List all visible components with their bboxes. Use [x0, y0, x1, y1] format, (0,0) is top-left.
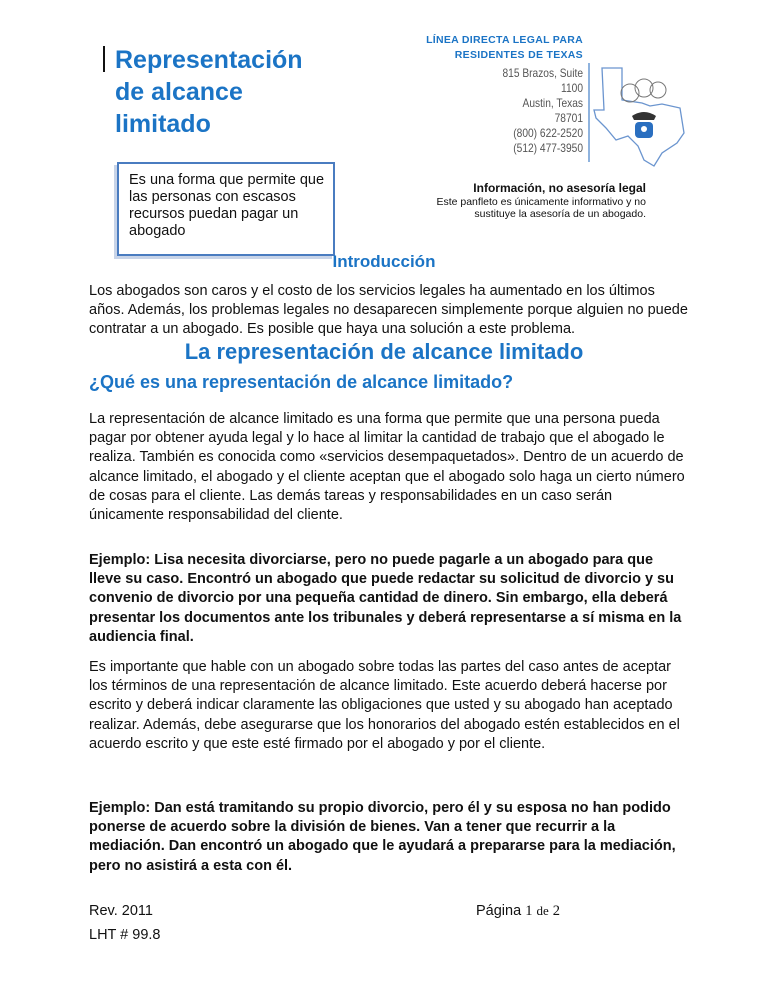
page-label: Página: [476, 903, 522, 919]
example-paragraph: Ejemplo: Lisa necesita divorciarse, pero no puede pagarle a un abogado para que lleve su caso. Encontró un abogado que puede redactar su solicitud de divorcio y su convenio de divorcio por una pequeña cantidad de dinero. Sin embargo, ella deberá presentar los documentos ante los tribunales y deberá representarse a sí misma en la audiencia final.: [89, 552, 682, 645]
texas-phone-logo-icon: [592, 48, 688, 168]
page-of: de: [536, 903, 549, 918]
address-line: Austin, Texas 78701: [522, 96, 583, 125]
address-block: [495, 66, 583, 156]
title-line: limitado: [115, 110, 211, 138]
page-current: 1: [525, 903, 533, 919]
disclaimer-text: sustituye la asesoría de un abogado.: [474, 208, 646, 220]
footer-left: [89, 899, 160, 947]
page-total: 2: [552, 903, 561, 919]
organization-name: [420, 33, 583, 63]
document-title: [115, 44, 303, 140]
org-line: LÍNEA DIRECTA LEGAL PARA: [426, 34, 583, 46]
intro-paragraph: Los abogados son caros y el costo de los servicios legales ha aumentado en los últimos años. Además, los problemas legales no desaparecen simplemente porque alguien no puede contratar a un abogado. Es posible que haya una solución a este problema.: [89, 283, 688, 338]
intro-heading: Introducción: [332, 252, 436, 271]
disclaimer-text: Este panfleto es únicamente informativo y no: [436, 196, 646, 208]
callout-box: Es una forma que permite que las personas con escasos recursos puedan pagar un abogado: [117, 162, 335, 256]
disclaimer: [430, 180, 646, 220]
text-cursor: [103, 46, 105, 72]
example-paragraph: Ejemplo: Dan está tramitando su propio divorcio, pero él y su esposa no han podido ponerse de acuerdo sobre la división de bienes. Van a tener que recurrir a la mediación. Dan encontró un abogado que le ayudará a prepararse para la mediación, pero no asistirá a esta con él.: [89, 800, 676, 874]
paragraph: Es importante que hable con un abogado sobre todas las partes del caso antes de aceptar los términos de una representación de alcance limitado. Este acuerdo deberá hacerse por escrito y deberá indicar claramente las obligaciones que usted y su abogado han aceptado realizar. Además, debe asegurarse que los honorarios del abogado estén establecidos en el acuerdo escrito y que este esté firmado por el abogado y por el cliente.: [89, 659, 680, 752]
phone-line: (512) 477-3950: [513, 141, 583, 155]
revision: Rev. 2011: [89, 903, 153, 919]
page-number: [476, 899, 560, 923]
title-line: de alcance: [115, 78, 243, 106]
org-line: RESIDENTES DE TEXAS: [454, 49, 583, 61]
phone-line: (800) 622-2520: [513, 126, 583, 140]
document-code: LHT # 99.8: [89, 927, 161, 943]
title-line: Representación: [115, 46, 303, 74]
paragraph: La representación de alcance limitado es una forma que permite que una persona pueda pagar por obtener ayuda legal y lo hace al limitar la cantidad de trabajo que el abogado le realiza. También es conocida como «servicios desempaquetados». Dentro de un acuerdo de alcance limitado, el abogado y el cliente aceptan que el abogado solo haga un cierto número de cosas para el cliente. Las demás tareas y responsabilidades en un caso serán únicamente responsabilidad del cliente.: [89, 411, 685, 524]
address-line: 815 Brazos, Suite 1100: [502, 66, 583, 95]
disclaimer-title: Información, no asesoría legal: [473, 181, 646, 195]
section-heading: La representación de alcance limitado: [184, 339, 584, 364]
divider: [588, 63, 590, 162]
section-subheading: ¿Qué es una representación de alcance limitado?: [89, 372, 514, 392]
